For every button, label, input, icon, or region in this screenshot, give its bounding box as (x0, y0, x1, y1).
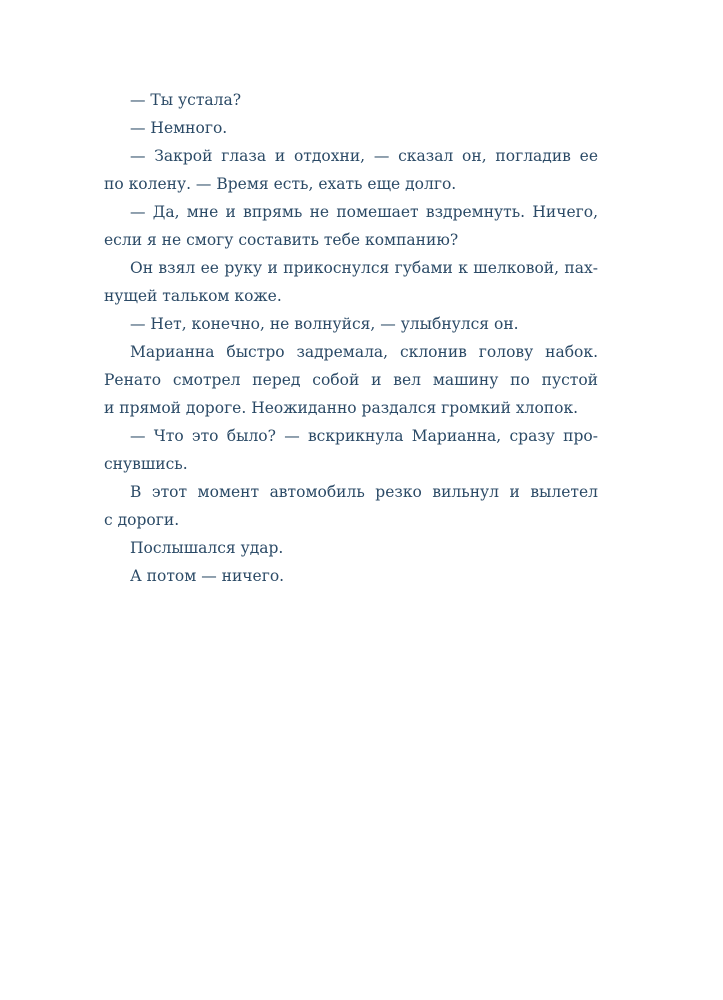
text-line: Ренато смотрел перед собой и вел машину по пустой (104, 371, 598, 389)
text-line: — Нет, конечно, не волнуйся, — улыбнулся он. (130, 315, 519, 333)
text-line: — Да, мне и впрямь не помешает вздремнуть. Ничего, (130, 203, 598, 221)
text-line: нущей тальком коже. (104, 287, 282, 305)
text-line: по колену. — Время есть, ехать еще долго. (104, 175, 457, 193)
text-line: и прямой дороге. Неожиданно раздался громкий хлопок. (104, 399, 579, 417)
text-line: — Закрой глаза и отдохни, — сказал он, погладив ее (130, 147, 598, 165)
text-line: — Немного. (130, 119, 228, 137)
text-line: снувшись. (104, 455, 188, 473)
text-line: с дороги. (104, 511, 180, 529)
body-text (104, 86, 598, 590)
text-line: если я не смогу составить тебе компанию? (104, 231, 459, 249)
text-line: Марианна быстро задремала, склонив голову набок. (130, 343, 598, 361)
text-line: — Что это было? — вскрикнула Марианна, сразу про- (130, 427, 598, 445)
text-line: В этот момент автомобиль резко вильнул и вылетел (130, 483, 598, 501)
text-line: А потом — ничего. (130, 567, 285, 585)
text-line: — Ты устала? (130, 91, 242, 109)
text-line: Он взял ее руку и прикоснулся губами к шелковой, пах- (130, 259, 598, 277)
text-line: Послышался удар. (130, 539, 284, 557)
